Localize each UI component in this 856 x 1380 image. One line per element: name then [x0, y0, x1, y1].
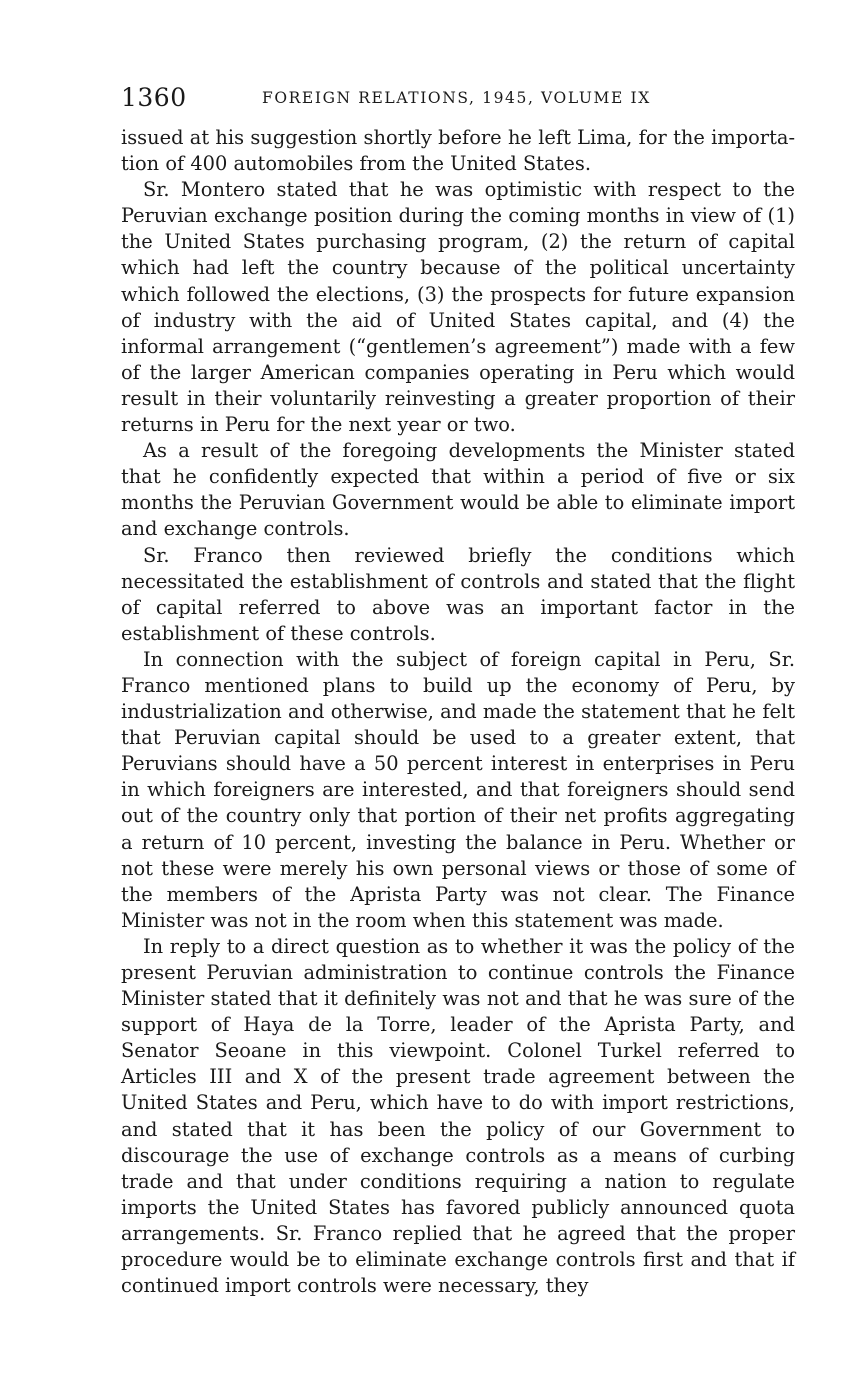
- document-page: [121, 80, 795, 1299]
- paragraph-continuation: issued at his suggestion shortly before he left Lima, for the importation of 400 automobiles from the United States.: [121, 126, 795, 176]
- paragraph: In reply to a direct question as to whether it was the policy of the present Peruvian administration to continue controls the Finance Minister stated that it definitely was not and that he was sure of the support of Haya de la Torre, leader of the Aprista Party, and Senator Seoane in this viewpoint. Colonel Turkel referred to Articles III and X of the present trade agreement between the United States and Peru, which have to do with import restrictions, and stated that it has been the policy of our Government to discourage the use of exchange controls as a means of curbing trade and that under conditions requiring a nation to regulate imports the United States has favored publicly announced quota arrangements. Sr. Franco replied that he agreed that the proper procedure would be to eliminate exchange controls first and that if continued import controls were necessary, they: [121, 934, 795, 1298]
- running-title: FOREIGN RELATIONS, 1945, VOLUME IX: [262, 89, 651, 107]
- paragraph: In connection with the subject of foreign capital in Peru, Sr. Franco mentioned plans to build up the economy of Peru, by industrialization and otherwise, and made the statement that he felt that Peruvian capital should be used to a greater extent, that Peruvians should have a 50 percent interest in enterprises in Peru in which foreigners are interested, and that foreigners should send out of the country only that portion of their net profits aggregating a return of 10 percent, investing the balance in Peru. Whether or not these were merely his own personal views or those of some of the members of the Aprista Party was not clear. The Finance Minister was not in the room when this statement was made.: [121, 647, 795, 932]
- page-number: 1360: [121, 83, 187, 112]
- paragraph: Sr. Franco then reviewed briefly the conditions which necessitated the establishment of controls and stated that the flight of capital referred to above was an important factor in the establishment of these controls.: [121, 543, 795, 645]
- body-text: [121, 125, 795, 1299]
- paragraph: As a result of the foregoing developments the Minister stated that he confidently expected that within a period of five or six months the Peruvian Government would be able to eliminate import and exchange controls.: [121, 439, 795, 541]
- running-header: [121, 80, 795, 116]
- paragraph: Sr. Montero stated that he was optimistic with respect to the Peruvian exchange position during the coming months in view of (1) the United States purchasing program, (2) the return of capital which had left the country because of the political uncertainty which followed the elections, (3) the prospects for future expansion of industry with the aid of United States capital, and (4) the informal arrangement (“gentlemen’s agreement”) made with a few of the larger American companies operating in Peru which would result in their voluntarily reinvesting a greater proportion of their returns in Peru for the next year or two.: [121, 178, 795, 437]
